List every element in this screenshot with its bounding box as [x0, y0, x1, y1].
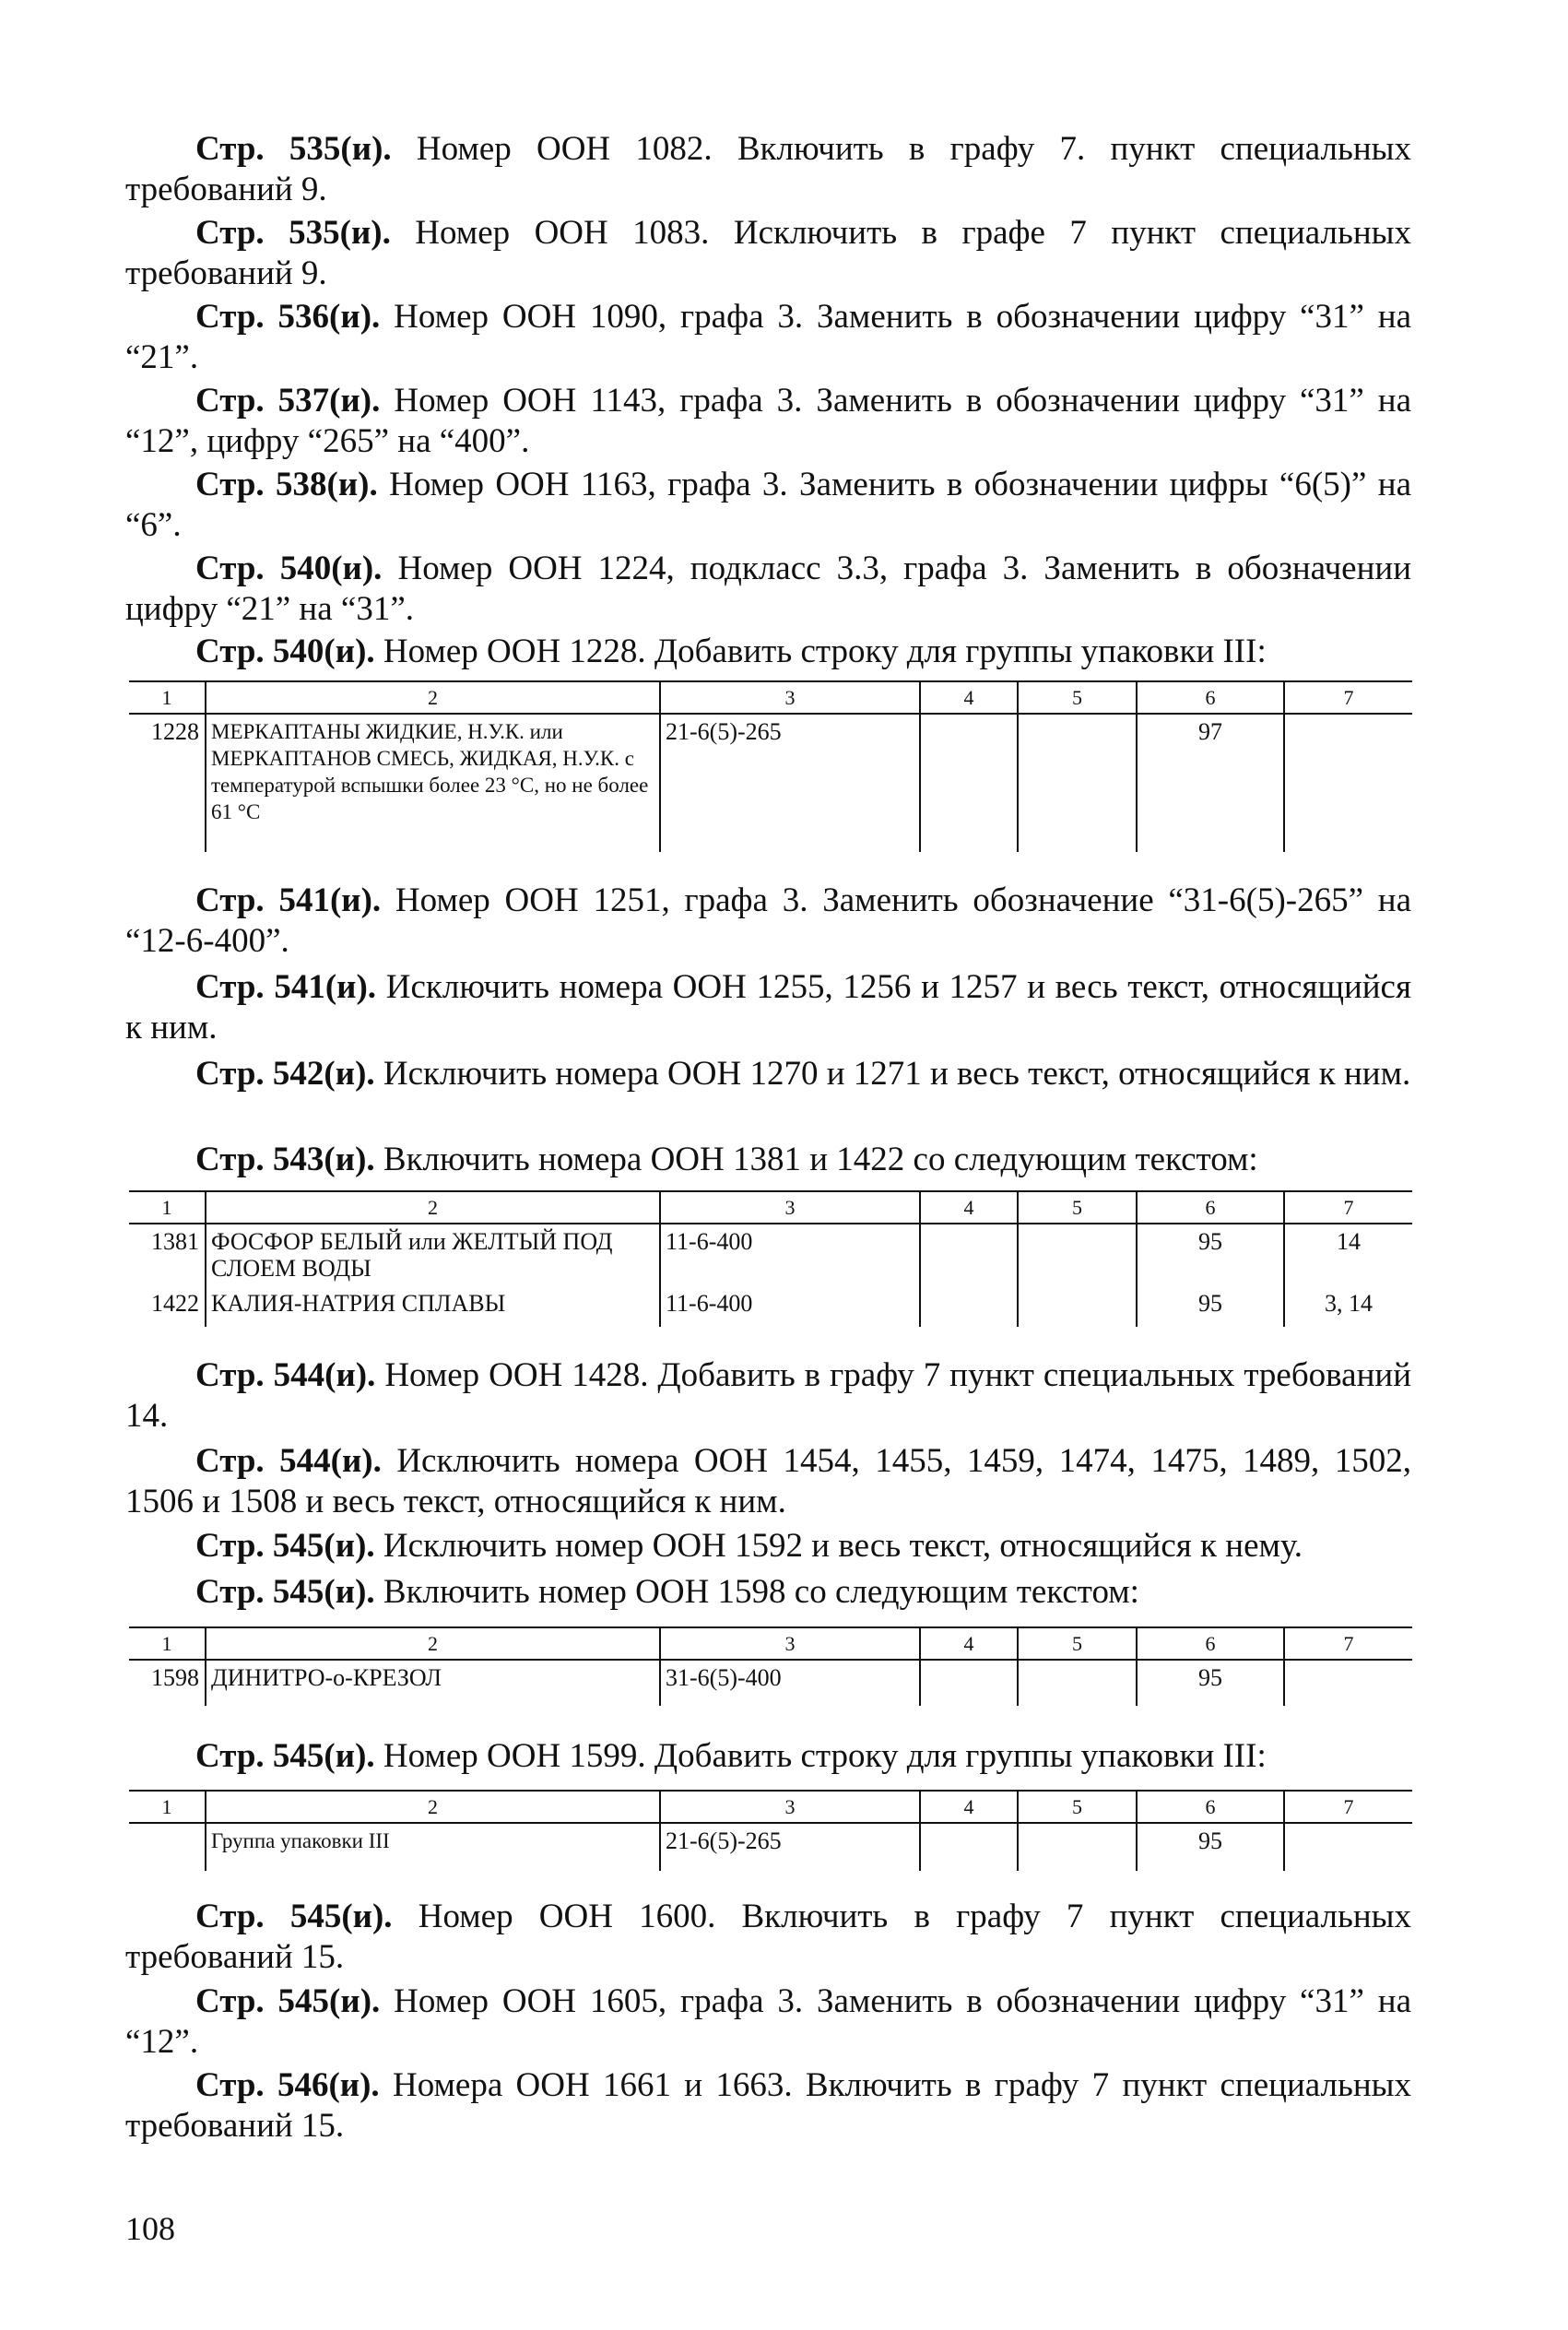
- entry-text: Номера ООН 1661 и 1663. Включить в графу 7 пункт специальных требований 15.: [125, 2066, 1411, 2145]
- column-header: 5: [1018, 681, 1137, 714]
- column-header: 3: [660, 1191, 920, 1224]
- un-number-cell: 1228: [151, 718, 199, 745]
- entry-text: Исключить номера ООН 1270 и 1271 и весь текст, относящийся к ним.: [383, 1055, 1411, 1093]
- entry-paragraph: [125, 967, 1411, 1048]
- column-header: 6: [1137, 681, 1284, 714]
- column-header: 5: [1018, 1627, 1137, 1660]
- page-reference: Стр. 545(и).: [195, 1982, 381, 2020]
- entry-paragraph: [125, 1140, 1411, 1180]
- table-cell: [1284, 714, 1412, 852]
- table-cell: 95: [1137, 1823, 1284, 1871]
- table-cell: [1018, 1660, 1137, 1706]
- page-reference: Стр. 537(и).: [195, 382, 381, 420]
- page-reference: Стр. 542(и).: [195, 1055, 375, 1093]
- table-row: [129, 1660, 1412, 1706]
- designation-cell: 11-6-400: [660, 1224, 920, 1286]
- entry-paragraph: [125, 1441, 1411, 1522]
- page-reference: Стр. 545(и).: [195, 1573, 375, 1611]
- substance-name-cell: Группа упаковки III: [206, 1823, 660, 1871]
- entry-paragraph: [125, 129, 1411, 210]
- column-header: 4: [920, 1791, 1018, 1823]
- column-header: 2: [206, 1191, 660, 1224]
- entry-text: Номер ООН 1163, графа 3. Заменить в обозначении цифры “6(5)” на “6”.: [125, 466, 1411, 544]
- column-header: 5: [1018, 1791, 1137, 1823]
- page-reference: Стр. 543(и).: [195, 1141, 375, 1178]
- designation-cell: 21-6(5)-265: [660, 714, 920, 852]
- table-row: [129, 714, 1412, 852]
- entry-text: Номер ООН 1083. Исключить в графе 7 пункт специальных требований 9.: [125, 214, 1412, 292]
- table-header-row: [129, 1191, 1412, 1224]
- table-cell: [920, 1286, 1018, 1327]
- entry-paragraph: [125, 632, 1411, 672]
- column-header: 1: [129, 681, 206, 714]
- column-header: 1: [129, 1627, 206, 1660]
- column-header: 6: [1137, 1791, 1284, 1823]
- entry-paragraph: [125, 465, 1411, 546]
- column-header: 7: [1284, 681, 1412, 714]
- table-cell: 3, 14: [1284, 1286, 1412, 1327]
- table-header-row: [129, 681, 1412, 714]
- amendment-table-1228: [129, 680, 1412, 852]
- table-row: [129, 1286, 1412, 1327]
- entry-text: Номер ООН 1428. Добавить в графу 7 пункт специальных требований 14.: [125, 1356, 1411, 1435]
- page-reference: Стр. 546(и).: [195, 2066, 380, 2104]
- substance-name-cell: ФОСФОР БЕЛЫЙ или ЖЕЛТЫЙ ПОД СЛОЕМ ВОДЫ: [206, 1224, 660, 1286]
- column-header: 7: [1284, 1627, 1412, 1660]
- column-header: 1: [129, 1191, 206, 1224]
- page-reference: Стр. 544(и).: [195, 1442, 382, 1480]
- table-cell: [920, 1660, 1018, 1706]
- page-reference: Стр. 538(и).: [195, 466, 378, 503]
- entry-paragraph: [125, 1736, 1411, 1777]
- column-header: 2: [206, 1627, 660, 1660]
- designation-cell: 21-6(5)-265: [660, 1823, 920, 1871]
- page-reference: Стр. 535(и).: [195, 214, 391, 252]
- designation-cell: 31-6(5)-400: [660, 1660, 920, 1706]
- page-reference: Стр. 540(и).: [195, 550, 383, 587]
- table-cell: 14: [1284, 1224, 1412, 1286]
- column-header: 7: [1284, 1191, 1412, 1224]
- table-cell: [1018, 1286, 1137, 1327]
- table-cell: 95: [1137, 1224, 1284, 1286]
- table-cell: [1018, 1224, 1137, 1286]
- designation-cell: 11-6-400: [660, 1286, 920, 1327]
- column-header: 5: [1018, 1191, 1137, 1224]
- column-header: 6: [1137, 1627, 1284, 1660]
- column-header: 3: [660, 1791, 920, 1823]
- entry-text: Номер ООН 1600. Включить в графу 7 пункт специальных требований 15.: [125, 1898, 1411, 1976]
- page-reference: Стр. 545(и).: [195, 1527, 375, 1565]
- entry-paragraph: [125, 549, 1411, 630]
- entry-paragraph: [125, 2065, 1411, 2147]
- table-cell: [1284, 1660, 1412, 1706]
- table-cell: [920, 1823, 1018, 1871]
- table-cell: 95: [1137, 1660, 1284, 1706]
- substance-name-cell: МЕРКАПТАНЫ ЖИДКИЕ, Н.У.К. или МЕРКАПТАНОВ СМЕСЬ, ЖИДКАЯ, Н.У.К. с температурой вспышки более 23 °С, но не более 61 °С: [206, 714, 660, 852]
- entry-text: Номер ООН 1599. Добавить строку для группы упаковки III:: [383, 1737, 1267, 1775]
- entry-paragraph: [125, 1526, 1411, 1567]
- column-header: 4: [920, 1627, 1018, 1660]
- page-reference: Стр. 541(и).: [195, 881, 382, 919]
- page-reference: Стр. 540(и).: [195, 633, 375, 670]
- entry-text: Номер ООН 1224, подкласс 3.3, графа 3. Заменить в обозначении цифру “21” на “31”.: [125, 550, 1411, 628]
- entry-text: Исключить номера ООН 1255, 1256 и 1257 и весь текст, относящийся к ним.: [125, 968, 1411, 1047]
- table-cell: 95: [1137, 1286, 1284, 1327]
- entry-paragraph: [125, 881, 1411, 962]
- column-header: 3: [660, 1627, 920, 1660]
- column-header: 2: [206, 1791, 660, 1823]
- entry-text: Номер ООН 1082. Включить в графу 7. пункт специальных требований 9.: [125, 130, 1411, 208]
- amendment-table-1381-1422: [129, 1190, 1412, 1327]
- column-header: 2: [206, 681, 660, 714]
- un-number-cell: 1422: [151, 1290, 199, 1317]
- substance-name-cell: ДИНИТРО-о-КРЕЗОЛ: [206, 1660, 660, 1706]
- column-header: 4: [920, 1191, 1018, 1224]
- page-reference: Стр. 544(и).: [195, 1356, 376, 1394]
- entry-paragraph: [125, 381, 1411, 462]
- table-row: [129, 1823, 1412, 1871]
- table-header-row: [129, 1627, 1412, 1660]
- table-cell: [1018, 714, 1137, 852]
- page-number: 108: [125, 2210, 175, 2247]
- entry-text: Исключить номер ООН 1592 и весь текст, относящийся к нему.: [383, 1527, 1303, 1565]
- table-cell: [1018, 1823, 1137, 1871]
- amendment-table-1599: [129, 1790, 1412, 1871]
- entry-text: Включить номер ООН 1598 со следующим текстом:: [383, 1573, 1139, 1611]
- entry-paragraph: [125, 297, 1411, 378]
- page-reference: Стр. 535(и).: [195, 130, 392, 168]
- column-header: 1: [129, 1791, 206, 1823]
- entry-text: Номер ООН 1143, графа 3. Заменить в обозначении цифру “31” на “12”, цифру “265” на “400”.: [125, 382, 1411, 460]
- amendment-table-1598: [129, 1626, 1412, 1706]
- entry-text: Включить номера ООН 1381 и 1422 со следующим текстом:: [383, 1141, 1258, 1178]
- un-number-cell: 1598: [151, 1664, 199, 1691]
- table-cell: 97: [1137, 714, 1284, 852]
- entry-paragraph: [125, 1572, 1411, 1613]
- column-header: 3: [660, 681, 920, 714]
- table-cell: [920, 1224, 1018, 1286]
- page-reference: Стр. 545(и).: [195, 1737, 375, 1775]
- table-cell: [1284, 1823, 1412, 1871]
- column-header: 6: [1137, 1191, 1284, 1224]
- table-row: [129, 1224, 1412, 1286]
- entry-text: Номер ООН 1251, графа 3. Заменить обозначение “31-6(5)-265” на “12-6-400”.: [125, 881, 1411, 960]
- entry-paragraph: [125, 1355, 1411, 1437]
- column-header: 7: [1284, 1791, 1412, 1823]
- entry-paragraph: [125, 213, 1411, 294]
- entry-paragraph: [125, 1054, 1411, 1094]
- table-header-row: [129, 1791, 1412, 1823]
- entry-paragraph: [125, 1981, 1411, 2063]
- entry-text: Номер ООН 1605, графа 3. Заменить в обозначении цифру “31” на “12”.: [125, 1982, 1411, 2061]
- entry-text: Исключить номера ООН 1454, 1455, 1459, 1474, 1475, 1489, 1502, 1506 и 1508 и весь текст, относящийся к ним.: [125, 1442, 1411, 1520]
- page-reference: Стр. 545(и).: [195, 1898, 393, 1935]
- entry-text: Номер ООН 1090, графа 3. Заменить в обозначении цифру “31” на “21”.: [125, 298, 1411, 376]
- page-reference: Стр. 541(и).: [195, 968, 377, 1006]
- column-header: 4: [920, 681, 1018, 714]
- entry-text: Номер ООН 1228. Добавить строку для группы упаковки III:: [383, 633, 1267, 670]
- entry-paragraph: [125, 1897, 1411, 1978]
- un-number-cell: [129, 1823, 206, 1871]
- page-reference: Стр. 536(и).: [195, 298, 381, 336]
- un-number-cell: 1381: [151, 1228, 199, 1255]
- table-cell: [920, 714, 1018, 852]
- substance-name-cell: КАЛИЯ-НАТРИЯ СПЛАВЫ: [206, 1286, 660, 1327]
